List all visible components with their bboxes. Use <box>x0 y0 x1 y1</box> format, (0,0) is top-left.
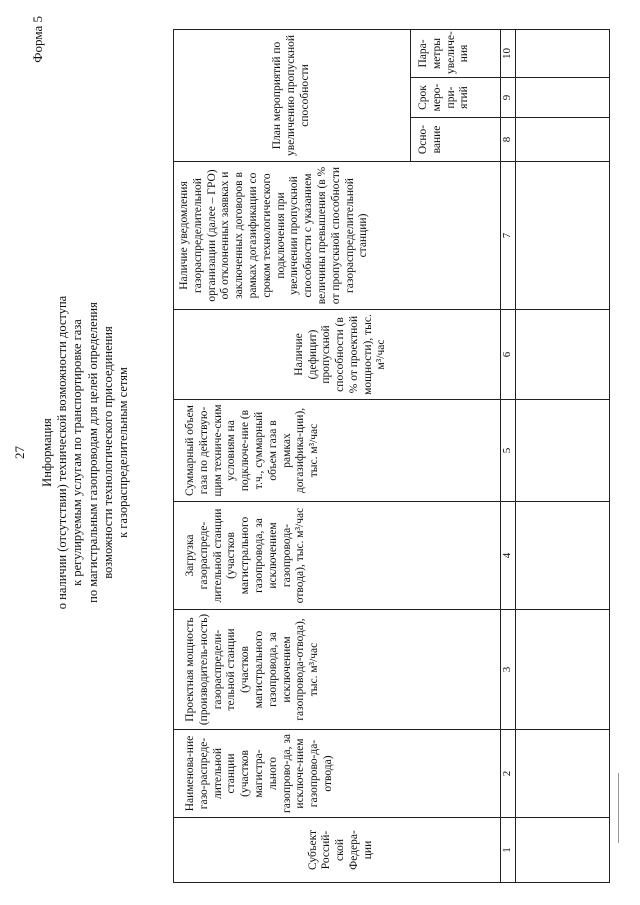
header-plan: План мероприятий по увеличению пропускной способности <box>174 29 411 161</box>
column-number: 8 <box>501 118 516 162</box>
title-line: к регулируемым услугам по транспортировке газа <box>70 319 85 586</box>
page-number: 27 <box>12 446 27 459</box>
table-cell <box>515 78 609 118</box>
subheader-basis: Осно-вание <box>411 118 501 162</box>
column-number: 6 <box>501 310 516 400</box>
table-cell <box>515 400 609 502</box>
table-cell <box>515 610 609 730</box>
document-title <box>40 230 131 675</box>
header-station-name: Наименова-ние газо-распреде-лительной станции (участков магистра-льного газопрово-да, за исключе-нием газопрово-да-отвода) <box>174 730 501 818</box>
column-number: 1 <box>501 818 516 883</box>
capacity-table <box>173 29 610 883</box>
table-cell <box>515 162 609 310</box>
scan-artifact-line <box>618 773 619 843</box>
header-gro-notice: Наличие уведомления газораспределительной организации (далее – ГРО) об отклоненных заявках и заключенных договоров в рамках догазификации со сроком технологического подключения при увеличении пропускной способности с указанием величины превышения (в % от пропускной способности газораспределительной станции) <box>174 162 501 310</box>
table-cell <box>515 29 609 77</box>
title-line: по магистральным газопроводам для целей определения <box>85 302 100 603</box>
header-station-load: Загрузка газораспреде-лительной станции (участков магистрального газопровода, за исключением газопровода-отвода), тыс. м³/час <box>174 502 501 610</box>
column-number: 9 <box>501 78 516 118</box>
subheader-deadline: Срок меро-при-ятий <box>411 78 501 118</box>
column-number: 4 <box>501 502 516 610</box>
subheader-parameters: Пара-метры увеличе-ния <box>411 29 501 77</box>
title-line: к газораспределительным сетям <box>116 367 131 538</box>
table-cell <box>515 818 609 883</box>
title-line: Информация <box>40 418 54 487</box>
column-number: 10 <box>501 29 516 77</box>
column-number: 3 <box>501 610 516 730</box>
header-subject: Субъект Россий-ской Федера-ции <box>174 818 501 883</box>
form-label: Форма 5 <box>30 16 45 63</box>
table-cell <box>515 730 609 818</box>
header-total-gas-volume: Суммарный объем газа по действую-щим техниче-ским условиям на подключе-ние (в т.ч., суммарный объем газа в рамках догазифика-ции), тыс. м³/час <box>174 400 501 502</box>
header-capacity-availability: Наличие (дефицит) пропускной способности (в % от проектной мощности), тыс. м³/час <box>174 310 501 400</box>
column-number: 7 <box>501 162 516 310</box>
column-number: 5 <box>501 400 516 502</box>
table-cell <box>515 118 609 162</box>
column-number: 2 <box>501 730 516 818</box>
title-line: возможности технологического присоединения <box>100 326 115 579</box>
table-cell <box>515 310 609 400</box>
header-design-capacity: Проектная мощность (производитель-ность) газораспредели-тельной станции (участков магистрального газопровода, за исключением газопровода-отвода), тыс. м³/час <box>174 610 501 730</box>
title-line: о наличии (отсутствии) технической возможности доступа <box>55 295 70 610</box>
table-cell <box>515 502 609 610</box>
